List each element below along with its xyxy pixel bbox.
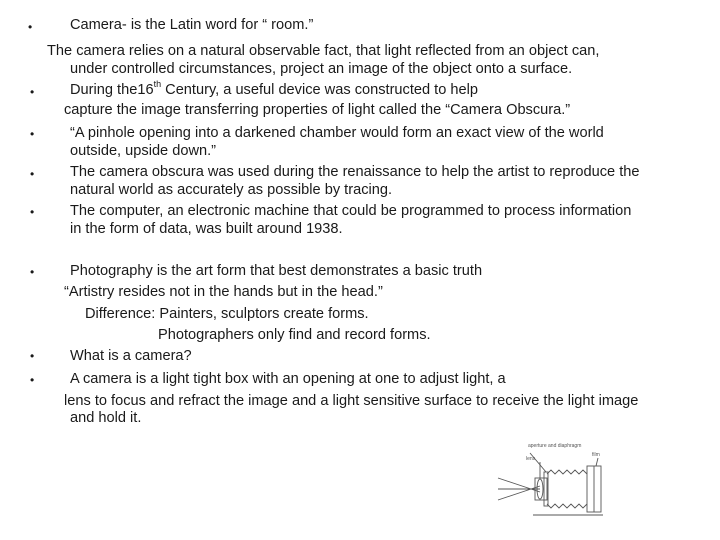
text-line: lens to focus and refract the image and a light sensitive surface to receive the light image: [64, 393, 639, 409]
bullet: •: [30, 205, 35, 219]
camera-diagram: [488, 440, 608, 525]
text-line: What is a camera?: [70, 348, 192, 364]
diagram-label-lens: lens: [526, 456, 536, 462]
bullet: •: [28, 20, 33, 34]
text-line: in the form of data, was built around 1938.: [70, 221, 343, 237]
text-line: [70, 81, 478, 99]
text-line: Photography is the art form that best demonstrates a basic truth: [70, 263, 483, 279]
text-line: outside, upside down.”: [70, 143, 217, 159]
text-run: Century, a useful device was constructed to help: [161, 82, 479, 98]
text-run: During the16: [70, 82, 154, 98]
text-line: “A pinhole opening into a darkened chamber would form an exact view of the world: [70, 125, 604, 141]
text-line: capture the image transferring properties of light called the “Camera Obscura.”: [64, 102, 571, 118]
bullet: •: [30, 265, 35, 279]
bullet: •: [30, 85, 35, 99]
text-line: natural world as accurately as possible by tracing.: [70, 182, 393, 198]
text-line: Difference: Painters, sculptors create forms.: [85, 306, 369, 322]
text-line: Camera- is the Latin word for “ room.”: [70, 17, 314, 33]
text-line: The computer, an electronic machine that could be programmed to process information: [70, 203, 632, 219]
text-line: under controlled circumstances, project an image of the object onto a surface.: [70, 61, 573, 77]
text-line: Photographers only find and record forms.: [158, 327, 431, 343]
text-line: and hold it.: [70, 410, 142, 426]
bullet: •: [30, 373, 35, 387]
bullet: •: [30, 167, 35, 181]
bullet: •: [30, 127, 35, 141]
text-line: The camera obscura was used during the renaissance to help the artist to reproduce the: [70, 164, 640, 180]
diagram-label-top: aperture and diaphragm: [528, 443, 582, 449]
diagram-label-film: film: [592, 452, 600, 458]
bullet: •: [30, 349, 35, 363]
superscript: th: [153, 79, 162, 90]
text-line: The camera relies on a natural observable fact, that light reflected from an object can,: [47, 43, 600, 59]
text-line: “Artistry resides not in the hands but in the head.”: [64, 284, 383, 300]
text-line: A camera is a light tight box with an opening at one to adjust light, a: [70, 371, 506, 387]
